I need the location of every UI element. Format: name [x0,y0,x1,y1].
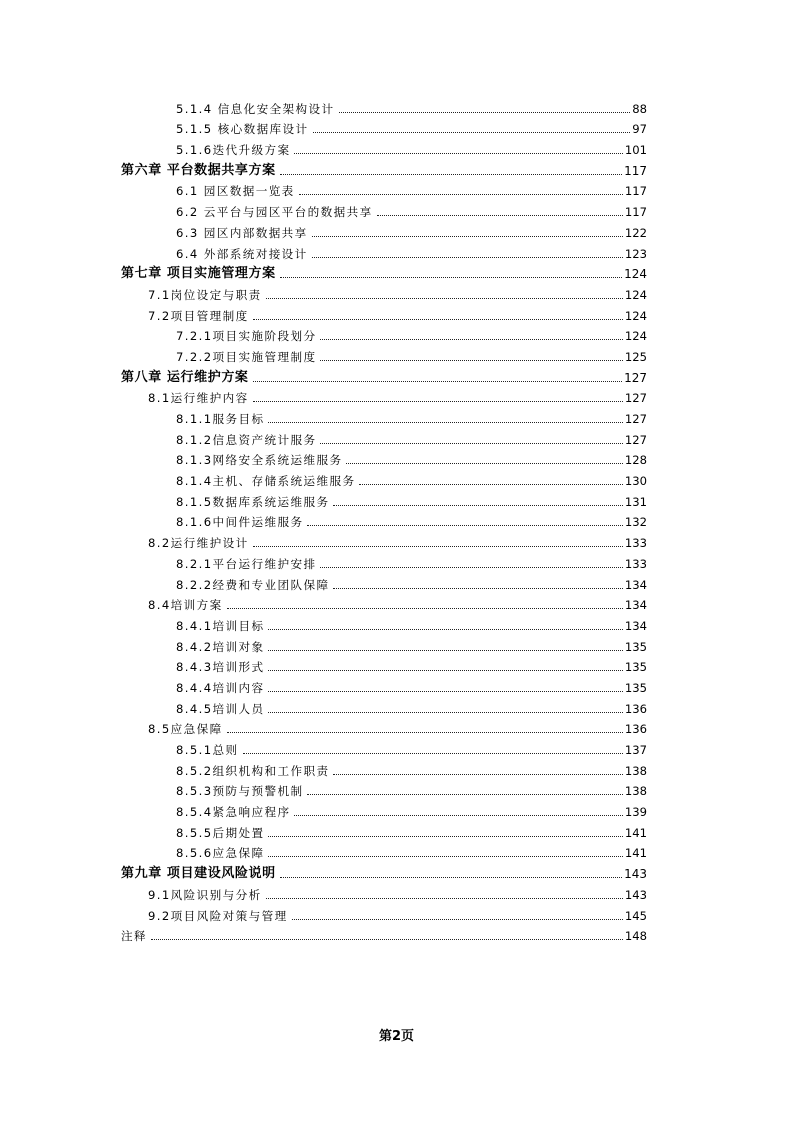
toc-entry-title: 8.4培训方案 [148,598,223,613]
toc-entry-title: 注释 [121,929,147,944]
toc-entry[interactable] [0,447,793,468]
toc-entry-page: 117 [624,205,647,220]
toc-entry[interactable] [0,219,793,240]
dot-leader [253,401,623,402]
dot-leader [333,588,622,589]
toc-entry-title: 6.2 云平台与园区平台的数据共享 [176,205,373,220]
toc-entry[interactable] [0,716,793,737]
toc-entry-page: 127 [624,412,647,426]
toc-entry[interactable] [0,240,793,261]
toc-entry-title: 8.2运行维护设计 [148,536,249,551]
toc-entry-title: 5.1.6迭代升级方案 [176,143,291,158]
toc-entry[interactable] [0,612,793,633]
toc-entry-page: 101 [624,143,647,158]
toc-entry-page: 131 [624,494,647,509]
toc-entry-page: 132 [624,515,647,530]
dot-leader [243,753,623,754]
toc-entry[interactable] [0,592,793,613]
dot-leader [333,774,622,775]
toc-entry-page: 135 [624,680,647,695]
toc-entry-title: 7.2项目管理制度 [148,308,249,323]
toc-entry-title: 8.5.3预防与预警机制 [176,784,304,799]
toc-entry-page: 135 [624,639,647,654]
toc-entry-title: 8.4.3培训形式 [176,660,265,675]
dot-leader [268,650,622,651]
toc-entry-title: 8.1.6中间件运维服务 [176,515,304,530]
toc-entry[interactable] [0,426,793,447]
toc-chapter-entry[interactable] [0,157,793,178]
toc-entry-title: 第六章 平台数据共享方案 [121,162,276,178]
dot-leader [307,794,622,795]
toc-entry-title: 8.5.6应急保障 [176,846,265,861]
dot-leader [320,567,622,568]
toc-entry-page: 124 [624,287,647,302]
toc-entry-page: 141 [624,825,647,840]
toc-entry-page: 124 [624,329,647,344]
toc-chapter-entry[interactable] [0,261,793,282]
toc-entry-page: 148 [624,929,647,944]
toc-entry-title: 8.4.5培训人员 [176,701,265,716]
toc-entry[interactable] [0,654,793,675]
toc-entry-title: 5.1.5 核心数据库设计 [176,122,309,137]
toc-entry-title: 第七章 项目实施管理方案 [121,266,276,282]
dot-leader [253,546,623,547]
toc-entry-page: 141 [624,846,647,861]
toc-entry-page: 145 [624,908,647,923]
toc-entry-title: 9.1风险识别与分析 [148,887,262,902]
toc-entry[interactable] [0,798,793,819]
toc-entry-title: 5.1.4 信息化安全架构设计 [176,101,335,116]
toc-entry[interactable] [0,923,793,944]
dot-leader [307,525,622,526]
toc-entry-title: 6.4 外部系统对接设计 [176,246,308,261]
toc-entry-page: 138 [624,763,647,778]
dot-leader [227,608,623,609]
toc-entry-title: 9.2项目风险对策与管理 [148,908,288,923]
dot-leader [312,257,623,258]
toc-entry[interactable] [0,116,793,137]
toc-entry-title: 8.4.2培训对象 [176,639,265,654]
toc-entry-page: 127 [624,391,647,406]
dot-leader [320,339,622,340]
toc-entry[interactable] [0,674,793,695]
toc-entry[interactable] [0,488,793,509]
toc-entry-title: 8.1.3网络安全系统运维服务 [176,453,343,468]
dot-leader [320,443,622,444]
dot-leader [294,153,622,154]
toc-entry[interactable] [0,198,793,219]
toc-entry-title: 8.1运行维护内容 [148,391,249,406]
toc-entry[interactable] [0,695,793,716]
toc-entry-title: 7.2.2项目实施管理制度 [176,349,317,364]
toc-entry[interactable] [0,902,793,923]
dot-leader [346,463,622,464]
toc-entry[interactable] [0,95,793,116]
dot-leader [266,298,623,299]
toc-entry-page: 137 [624,743,647,757]
toc-entry-page: 136 [624,722,647,737]
toc-entry-page: 88 [632,101,647,116]
toc-entry-title: 6.3 园区内部数据共享 [176,225,308,240]
toc-chapter-entry[interactable] [0,364,793,385]
dot-leader [280,174,622,175]
toc-entry-title: 8.2.2经费和专业团队保障 [176,577,330,592]
toc-entry-page: 124 [624,308,647,323]
toc-entry-page: 127 [624,432,647,447]
toc-entry-page: 134 [624,598,647,613]
toc-entry[interactable] [0,385,793,406]
dot-leader [268,422,622,423]
toc-entry-title: 7.1岗位设定与职责 [148,287,262,302]
toc-chapter-entry[interactable] [0,860,793,881]
toc-entry-page: 97 [632,122,647,137]
toc-entry-title: 8.5.1总则 [176,743,239,757]
dot-leader [268,691,622,692]
toc-entry-title: 8.1.2信息资产统计服务 [176,432,317,447]
toc-entry[interactable] [0,509,793,530]
toc-entry-page: 117 [624,184,647,199]
toc-entry[interactable] [0,571,793,592]
toc-entry-title: 8.5.5后期处置 [176,825,265,840]
dot-leader [266,898,623,899]
toc-entry-page: 134 [624,577,647,592]
toc-entry[interactable] [0,736,793,757]
toc-entry-page: 124 [624,267,647,282]
toc-entry-title: 8.1.1服务目标 [176,412,265,426]
toc-entry-title: 8.4.1培训目标 [176,618,265,633]
toc-entry-title: 8.1.4主机、存储系统运维服务 [176,474,356,489]
toc-entry[interactable] [0,757,793,778]
toc-entry-page: 136 [624,701,647,716]
toc-entry-page: 122 [624,225,647,240]
toc-entry-page: 133 [624,536,647,551]
dot-leader [359,484,622,485]
dot-leader [312,236,623,237]
toc-entry-title: 第八章 运行维护方案 [121,369,249,385]
dot-leader [253,381,623,382]
toc-entry-title: 8.5应急保障 [148,722,223,737]
toc-entry-title: 8.4.4培训内容 [176,680,265,695]
toc-entry-page: 130 [624,474,647,489]
dot-leader [151,939,623,940]
toc-entry-page: 127 [624,370,647,385]
toc-entry[interactable] [0,343,793,364]
toc-entry-page: 135 [624,660,647,675]
toc-entry[interactable] [0,405,793,426]
toc-entry[interactable] [0,819,793,840]
dot-leader [227,732,623,733]
dot-leader [268,712,622,713]
dot-leader [268,670,622,671]
page-number: 第2页 [378,1029,415,1044]
toc-entry-title: 7.2.1项目实施阶段划分 [176,329,317,344]
toc-entry[interactable] [0,778,793,799]
toc-entry-page: 125 [624,349,647,364]
toc-entry[interactable] [0,881,793,902]
dot-leader [268,836,622,837]
toc-entry[interactable] [0,550,793,571]
toc-entry-page: 134 [624,618,647,633]
dot-leader [280,277,622,278]
toc-entry-page: 139 [624,805,647,820]
toc-entry-page: 123 [624,246,647,261]
toc-entry[interactable] [0,529,793,550]
toc-entry[interactable] [0,281,793,302]
toc-entry-title: 8.2.1平台运行维护安排 [176,556,317,571]
dot-leader [377,215,623,216]
dot-leader [268,856,622,857]
dot-leader [333,505,622,506]
toc-entry-page: 117 [624,163,647,178]
toc-entry[interactable] [0,323,793,344]
dot-leader [294,815,622,816]
dot-leader [299,194,623,195]
dot-leader [280,877,622,878]
toc-entry[interactable] [0,840,793,861]
toc-entry[interactable] [0,302,793,323]
toc-entry-page: 133 [624,556,647,571]
toc-entry[interactable] [0,467,793,488]
toc-entry-title: 8.5.4紧急响应程序 [176,805,291,820]
toc-entry-page: 138 [624,784,647,799]
dot-leader [292,919,623,920]
table-of-contents [0,95,793,943]
toc-entry-page: 143 [624,867,647,882]
toc-entry[interactable] [0,633,793,654]
dot-leader [253,319,623,320]
toc-entry-title: 6.1 园区数据一览表 [176,184,295,199]
toc-entry-title: 第九章 项目建设风险说明 [121,866,276,882]
dot-leader [339,112,631,113]
dot-leader [313,132,631,133]
dot-leader [320,360,622,361]
dot-leader [268,629,622,630]
toc-entry-page: 128 [624,453,647,468]
toc-entry[interactable] [0,178,793,199]
toc-entry[interactable] [0,136,793,157]
toc-entry-page: 143 [624,887,647,902]
toc-entry-title: 8.5.2组织机构和工作职责 [176,763,330,778]
toc-entry-title: 8.1.5数据库系统运维服务 [176,494,330,509]
